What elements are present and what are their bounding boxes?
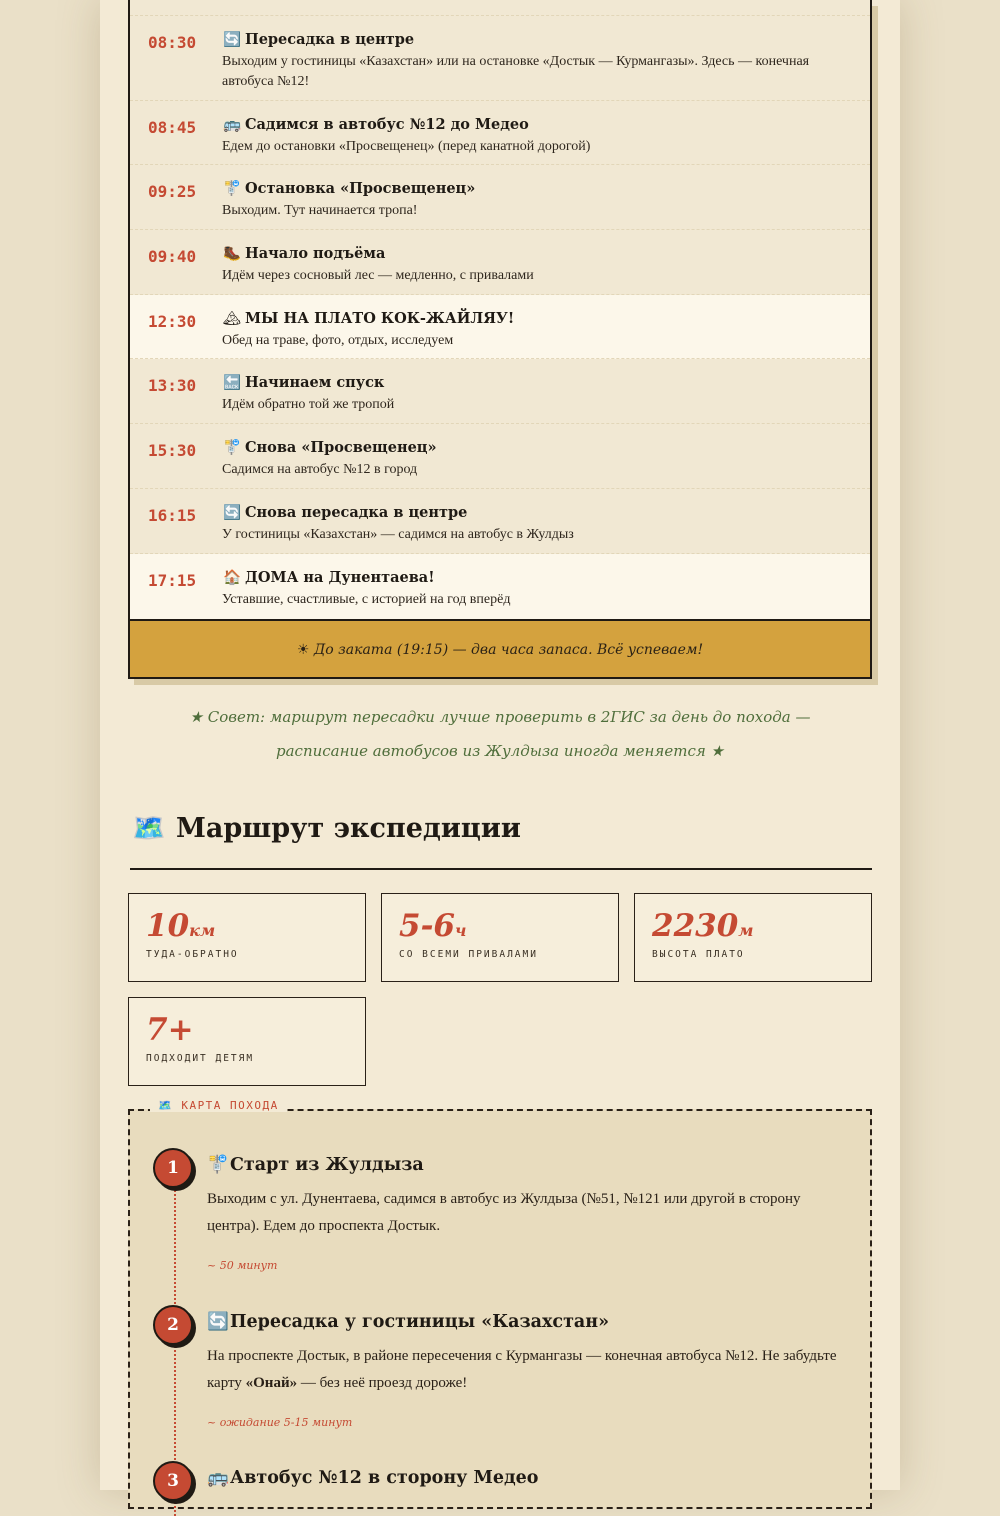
boot-icon: 🥾 — [222, 246, 242, 262]
schedule-time: 12:30 — [148, 312, 197, 331]
stat-label: СО ВСЕМИ ПРИВАЛАМИ — [399, 949, 538, 960]
schedule-row-highlight — [130, 295, 870, 359]
schedule-time: 08:45 — [148, 118, 197, 137]
sunset-note: ☀ До заката (19:15) — два часа запаса. Всё успеваем! — [130, 619, 870, 677]
schedule-title: 🚌 Садимся в автобус №12 до Медео — [222, 116, 529, 133]
schedule-row — [130, 165, 870, 230]
schedule-time: 15:30 — [148, 441, 197, 460]
schedule-row — [130, 489, 870, 554]
section-title — [130, 812, 872, 870]
stat-card-altitude — [634, 893, 872, 982]
schedule-row — [130, 424, 870, 489]
schedule-desc: Выходим. Тут начинается тропа! — [222, 203, 418, 218]
schedule-title: 🥾 Начало подъёма — [222, 245, 386, 262]
stat-card-distance — [128, 893, 366, 982]
bus-stop-icon: 🚏 — [222, 440, 242, 456]
bus-icon: 🚌 — [222, 117, 242, 133]
schedule-title: 🚏 Остановка «Просвещенец» — [222, 180, 476, 197]
schedule-time: 09:25 — [148, 182, 197, 201]
schedule-time: 08:30 — [148, 33, 197, 52]
schedule-desc: У гостиницы «Казахстан» — садимся на автобус в Жулдыз — [222, 527, 574, 542]
schedule-row — [130, 16, 870, 101]
map-label: 🗺️ КАРТА ПОХОДА — [150, 1099, 287, 1112]
transfer-icon: 🔄 — [207, 1312, 229, 1332]
schedule-time: 16:15 — [148, 506, 197, 525]
back-icon: 🔙 — [222, 375, 242, 391]
hike-map — [128, 1099, 872, 1509]
step-duration: ~ 50 минут — [207, 1259, 278, 1272]
schedule-desc: Едем до остановки «Просвещенец» (перед канатной дорогой) — [222, 139, 591, 154]
mountain-icon: 🏔 — [222, 311, 242, 327]
tip-note: ★ Совет: маршрут пересадки лучше проверить в 2ГИС за день до похода — расписание автобусов из Жулдыза иногда меняется ★ — [189, 708, 811, 760]
schedule-row — [130, 230, 870, 295]
step-number: 2 — [153, 1305, 193, 1345]
stat-value: 7+ — [146, 1012, 194, 1048]
schedule-desc: Обед на траве, фото, отдых, исследуем — [222, 333, 454, 348]
route-step — [130, 1305, 870, 1455]
schedule-row — [130, 101, 870, 165]
schedule-desc: Идём через сосновый лес — медленно, с привалами — [222, 268, 534, 283]
schedule-title: 🏠 ДОМА на Дунентаева! — [222, 569, 435, 586]
step-desc: На проспекте Достык, в районе пересечения с Курмангазы — конечная автобуса №12. Не забудьте карту «Онай» — без неё проезд дороже! — [207, 1348, 837, 1391]
schedule-title: 🔄 Снова пересадка в центре — [222, 504, 468, 521]
stat-value: 10км — [146, 908, 216, 944]
section-title-text: Маршрут экспедиции — [176, 813, 521, 844]
transfer-icon: 🔄 — [222, 505, 242, 521]
bus-icon: 🚌 — [207, 1468, 229, 1488]
schedule-time: 09:40 — [148, 247, 197, 266]
schedule-time: 13:30 — [148, 376, 197, 395]
step-number: 1 — [153, 1148, 193, 1188]
stat-label: ТУДА-ОБРАТНО — [146, 949, 239, 960]
schedule-title: 🚏 Снова «Просвещенец» — [222, 439, 437, 456]
map-icon: 🗺️ — [132, 813, 166, 844]
schedule-desc: Выходим у гостиницы «Казахстан» или на остановке «Достык — Курмангазы». Здесь — конечная автобуса №12! — [222, 54, 810, 89]
page — [100, 0, 900, 1490]
schedule-row — [130, 359, 870, 424]
stat-value: 2230м — [652, 908, 754, 944]
step-title: 🚏Старт из Жулдыза — [207, 1155, 424, 1175]
schedule-time: 17:15 — [148, 571, 197, 590]
transfer-icon: 🔄 — [222, 32, 242, 48]
stat-card-duration — [381, 893, 619, 982]
schedule-desc: Садимся на автобус №12 в город — [222, 462, 418, 477]
stat-value: 5-6ч — [399, 908, 467, 944]
stat-label: ВЫСОТА ПЛАТО — [652, 949, 745, 960]
schedule-title: 🔄 Пересадка в центре — [222, 31, 415, 48]
schedule-title: 🔙 Начинаем спуск — [222, 374, 385, 391]
stat-label: ПОДХОДИТ ДЕТЯМ — [146, 1053, 255, 1064]
house-icon: 🏠 — [222, 570, 242, 586]
route-step — [130, 1148, 870, 1298]
route-step — [130, 1461, 870, 1511]
schedule-table — [128, 0, 872, 679]
bus-stop-icon: 🚏 — [222, 181, 242, 197]
step-title: 🚌Автобус №12 в сторону Медео — [207, 1468, 539, 1488]
schedule-desc: Уставшие, счастливые, с историей на год вперёд — [222, 592, 511, 607]
stat-card-age — [128, 997, 366, 1086]
step-desc: Выходим с ул. Дунентаева, садимся в автобус из Жулдыза (№51, №121 или другой в сторону центра). Едем до проспекта Достык. — [207, 1191, 801, 1234]
schedule-title: 🏔 МЫ НА ПЛАТО КОК-ЖАЙЛЯУ! — [222, 310, 515, 327]
schedule-row-partial — [130, 0, 870, 16]
step-number: 3 — [153, 1461, 193, 1501]
step-title: 🔄Пересадка у гостиницы «Казахстан» — [207, 1312, 610, 1332]
schedule-desc: Идём обратно той же тропой — [222, 397, 395, 412]
bus-stop-icon: 🚏 — [207, 1155, 229, 1175]
schedule-row-highlight — [130, 554, 870, 619]
step-duration: ~ ожидание 5-15 минут — [207, 1416, 353, 1429]
